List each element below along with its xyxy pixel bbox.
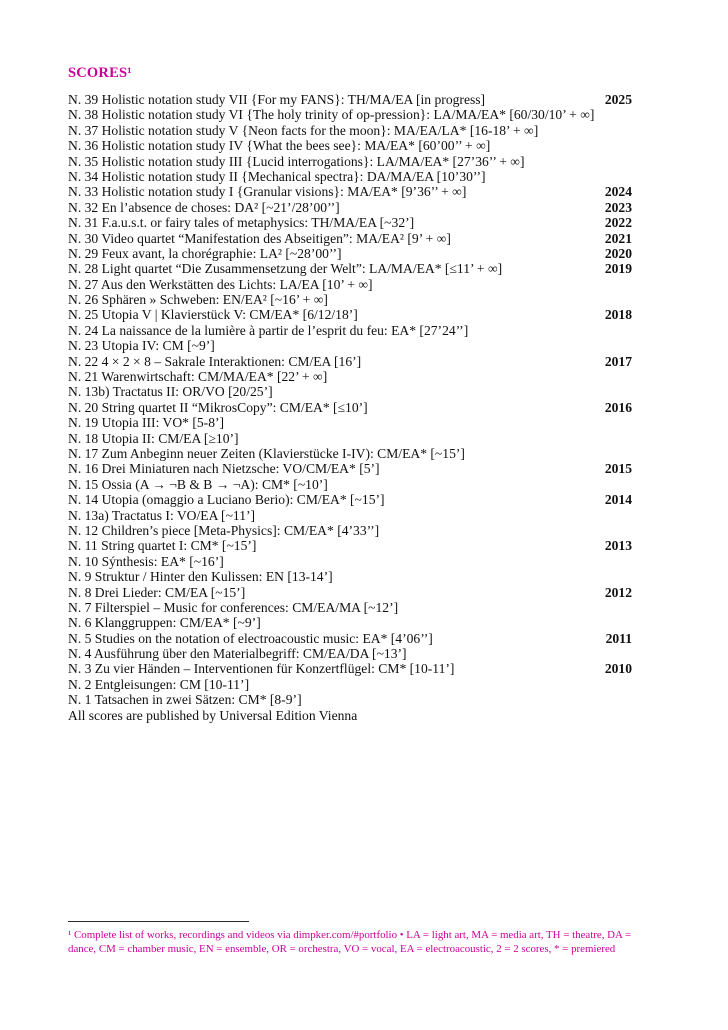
work-year: 2014 <box>604 492 632 508</box>
work-row <box>68 231 632 246</box>
work-entry-text: N. 33 Holistic notation study I {Granular visions}: MA/EA* [9’36’’ + ∞] <box>68 184 467 200</box>
work-year: 2010 <box>604 661 632 677</box>
work-row <box>68 461 632 476</box>
work-entry-text: N. 39 Holistic notation study VII {For my FANS}: TH/MA/EA [in progress] <box>68 92 486 107</box>
work-year: 2017 <box>604 353 632 369</box>
work-entry-text: N. 1 Tatsachen in zwei Sätzen: CM* [8-9’] <box>68 692 302 708</box>
publisher-note: All scores are published by Universal Edition Vienna <box>68 707 358 723</box>
work-year: 2019 <box>604 261 632 277</box>
work-entry-text: N. 2 Entgleisungen: CM [10-11’] <box>68 676 250 692</box>
work-row <box>68 661 632 676</box>
work-row <box>68 492 632 507</box>
work-row <box>68 338 632 353</box>
work-entry-text: N. 14 Utopia (omaggio a Luciano Berio): CM/EA* [~15’] <box>68 492 385 508</box>
work-year: 2012 <box>604 584 632 600</box>
work-row <box>68 107 632 122</box>
work-entry-text: N. 32 En l’absence de choses: DA² [~21’/28’00’’] <box>68 199 340 215</box>
work-row <box>68 600 632 615</box>
work-row <box>68 400 632 415</box>
work-year: 2025 <box>604 92 632 107</box>
work-year: 2016 <box>604 399 632 415</box>
work-row <box>68 646 632 661</box>
work-entry-text: N. 11 String quartet I: CM* [~15’] <box>68 538 257 554</box>
work-row <box>68 538 632 553</box>
works-list <box>68 92 632 723</box>
work-row <box>68 384 632 399</box>
work-entry-text: N. 3 Zu vier Händen – Interventionen für Konzertflügel: CM* [10-11’] <box>68 661 455 677</box>
work-row <box>68 246 632 261</box>
work-entry-text: N. 37 Holistic notation study V {Neon facts for the moon}: MA/EA/LA* [16-18’ + ∞] <box>68 122 539 138</box>
work-entry-text: N. 7 Filterspiel – Music for conferences: CM/EA/MA [~12’] <box>68 599 399 615</box>
work-entry-text: N. 22 4 × 2 × 8 – Sakrale Interaktionen: CM/EA [16’] <box>68 353 362 369</box>
work-row <box>68 323 632 338</box>
work-row <box>68 508 632 523</box>
work-row <box>68 477 632 492</box>
work-entry-text: N. 13b) Tractatus II: OR/VO [20/25’] <box>68 384 273 400</box>
footnote-text: ¹ Complete list of works, recordings and videos via dimpker.com/#portfolio • LA = light art, MA = media art, TH = theatre, DA = dance, CM = chamber music, EN = ensemble, OR = orchestra, VO = vocal, EA = electroacoustic, 2 = 2 scores, * = premiered <box>68 929 632 955</box>
footnote <box>68 921 634 956</box>
work-row <box>68 215 632 230</box>
work-entry-text: N. 38 Holistic notation study VI {The holy trinity of op-pression}: LA/MA/EA* [60/30/10’ + ∞] <box>68 107 595 123</box>
work-entry-text: N. 35 Holistic notation study III {Lucid interrogations}: LA/MA/EA* [27’36’’ + ∞] <box>68 153 525 169</box>
work-entry-text: N. 17 Zum Anbeginn neuer Zeiten (Klavierstücke I-IV): CM/EA* [~15’] <box>68 445 465 461</box>
work-row <box>68 169 632 184</box>
work-year: 2011 <box>605 630 632 646</box>
work-row <box>68 631 632 646</box>
work-entry-text: N. 34 Holistic notation study II {Mechanical spectra}: DA/MA/EA [10’30’’] <box>68 168 486 184</box>
work-entry-text: N. 28 Light quartet “Die Zusammensetzung der Welt”: LA/MA/EA* [≤11’ + ∞] <box>68 261 503 277</box>
work-row <box>68 446 632 461</box>
works-rows <box>68 92 632 708</box>
work-entry-text: N. 36 Holistic notation study IV {What the bees see}: MA/EA* [60’00’’ + ∞] <box>68 138 491 154</box>
work-row <box>68 292 632 307</box>
work-entry-text: N. 10 Sýnthesis: EA* [~16’] <box>68 553 224 569</box>
work-row <box>68 123 632 138</box>
work-year: 2022 <box>604 215 632 231</box>
work-entry-text: N. 18 Utopia II: CM/EA [≥10’] <box>68 430 239 446</box>
work-row <box>68 554 632 569</box>
work-entry-text: N. 31 F.a.u.s.t. or fairy tales of metaphysics: TH/MA/EA [~32’] <box>68 215 415 231</box>
work-row <box>68 523 632 538</box>
work-row <box>68 261 632 276</box>
work-year: 2024 <box>604 184 632 200</box>
work-row <box>68 677 632 692</box>
work-row <box>68 277 632 292</box>
work-year: 2015 <box>604 461 632 477</box>
work-row <box>68 569 632 584</box>
work-entry-text: N. 27 Aus den Werkstätten des Lichts: LA/EA [10’ + ∞] <box>68 276 373 292</box>
work-year: 2018 <box>604 307 632 323</box>
page-title: SCORES¹ <box>68 65 132 81</box>
work-entry-text: N. 20 String quartet II “MikrosCopy”: CM/EA* [≤10’] <box>68 399 368 415</box>
work-year: 2013 <box>604 538 632 554</box>
work-entry-text: N. 9 Struktur / Hinter den Kulissen: EN [13-14’] <box>68 569 333 585</box>
work-row <box>68 615 632 630</box>
work-entry-text: N. 5 Studies on the notation of electroacoustic music: EA* [4’06’’] <box>68 630 433 646</box>
footnote-separator-rule <box>68 921 249 922</box>
work-row <box>68 200 632 215</box>
work-entry-text: N. 12 Children’s piece [Meta-Physics]: CM/EA* [4’33’’] <box>68 522 380 538</box>
work-row <box>68 415 632 430</box>
work-entry-text: N. 16 Drei Miniaturen nach Nietzsche: VO/CM/EA* [5’] <box>68 461 380 477</box>
work-row <box>68 369 632 384</box>
work-entry-text: N. 19 Utopia III: VO* [5-8’] <box>68 415 225 431</box>
work-entry-text: N. 24 La naissance de la lumière à partir de l’esprit du feu: EA* [27’24’’] <box>68 322 469 338</box>
work-year: 2023 <box>604 199 632 215</box>
work-row <box>68 585 632 600</box>
work-entry-text: N. 26 Sphären » Schweben: EN/EA² [~16’ + ∞] <box>68 292 328 308</box>
work-entry-text: N. 15 Ossia (A → ¬B & B → ¬A): CM* [~10’] <box>68 476 328 492</box>
work-row <box>68 184 632 199</box>
work-entry-text: N. 13a) Tractatus I: VO/EA [~11’] <box>68 507 256 523</box>
work-row <box>68 431 632 446</box>
work-entry-text: N. 6 Klanggruppen: CM/EA* [~9’] <box>68 615 261 631</box>
work-entry-text: N. 23 Utopia IV: CM [~9’] <box>68 338 215 354</box>
work-year: 2021 <box>604 230 632 246</box>
work-entry-text: N. 8 Drei Lieder: CM/EA [~15’] <box>68 584 246 600</box>
work-entry-text: N. 30 Video quartet “Manifestation des Abseitigen”: MA/EA² [9’ + ∞] <box>68 230 451 246</box>
work-row <box>68 138 632 153</box>
work-entry-text: N. 4 Ausführung über den Materialbegriff: CM/EA/DA [~13’] <box>68 646 407 662</box>
work-year: 2020 <box>604 245 632 261</box>
work-row <box>68 307 632 322</box>
work-row <box>68 154 632 169</box>
work-row <box>68 692 632 707</box>
work-row <box>68 354 632 369</box>
work-entry-text: N. 25 Utopia V | Klavierstück V: CM/EA* [6/12/18’] <box>68 307 358 323</box>
work-row <box>68 92 632 107</box>
work-entry-text: N. 29 Feux avant, la chorégraphie: LA² [~28’00’’] <box>68 245 342 261</box>
work-entry-text: N. 21 Warenwirtschaft: CM/MA/EA* [22’ + ∞] <box>68 369 328 385</box>
